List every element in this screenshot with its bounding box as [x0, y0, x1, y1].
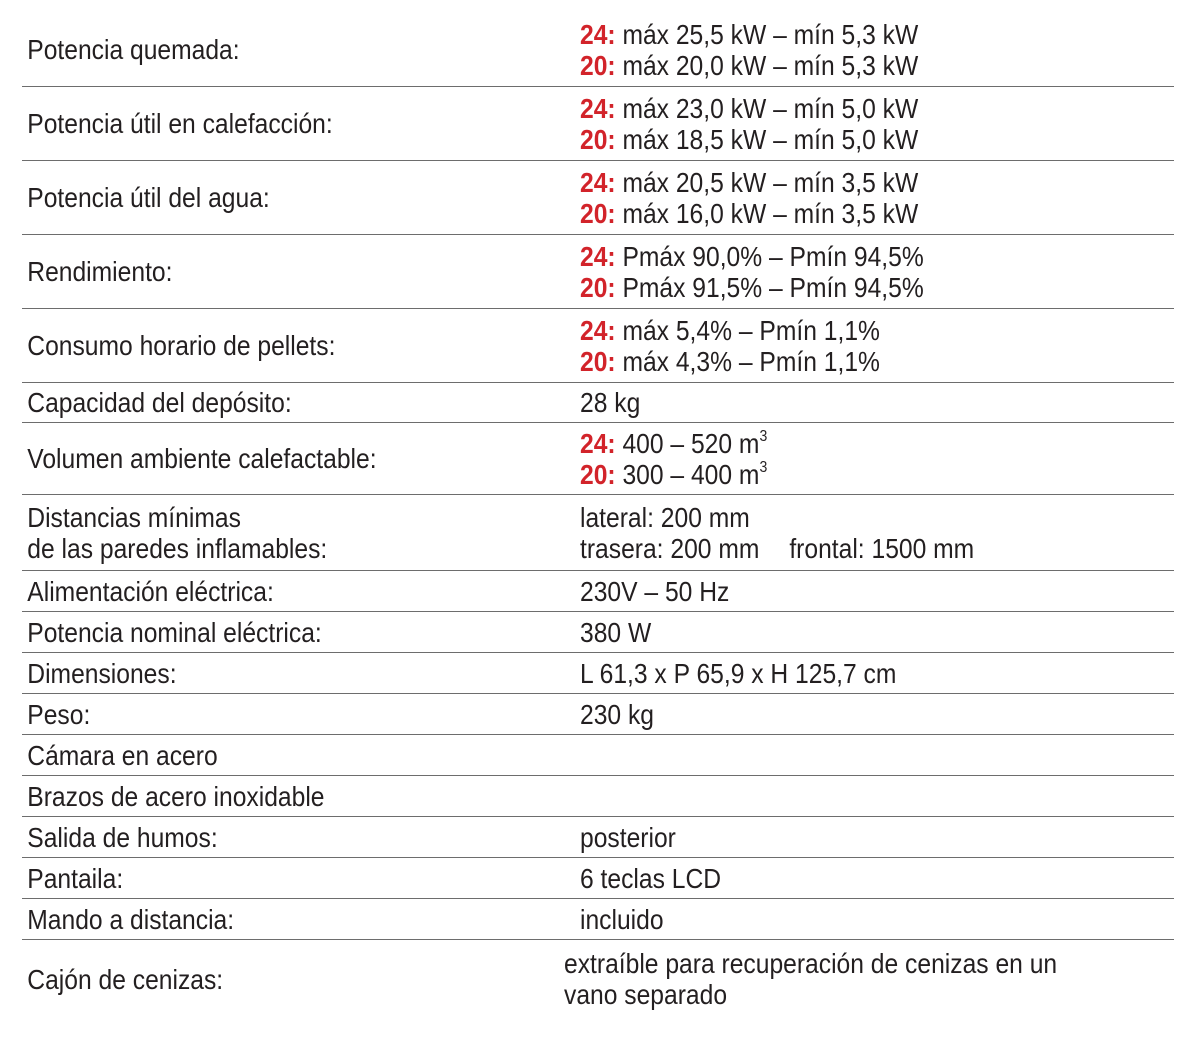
spec-row-distancias-minimas: [22, 495, 1174, 571]
spec-value: posterior: [580, 821, 676, 853]
spec-value: [580, 167, 1103, 229]
model-24-tag: 24:: [580, 427, 616, 459]
spec-value: [580, 502, 1103, 564]
spec-label: [22, 502, 513, 564]
spec-label: Consumo horario de pellets:: [27, 330, 336, 361]
model-24-tag: 24:: [580, 166, 616, 198]
model-24-tag: 24:: [580, 18, 616, 50]
spec-label: Pantaila:: [27, 862, 124, 894]
spec-row-consumo-pellets: [22, 309, 1174, 383]
spec-row-camara-acero: [22, 735, 1174, 776]
spec-value: [580, 93, 1103, 155]
spec-value: [580, 428, 1103, 490]
spec-value-text: máx 20,0 kW – mín 5,3 kW: [615, 49, 919, 81]
spec-value: 380 W: [580, 616, 652, 648]
spec-value: extraíble para recuperación de cenizas en un vano separado: [564, 948, 1058, 1010]
spec-row-capacidad-deposito: [22, 383, 1174, 423]
spec-row-potencia-util-agua: [22, 161, 1174, 235]
spec-label: Potencia útil del agua:: [27, 182, 270, 213]
superscript: 3: [759, 427, 768, 445]
spec-row-potencia-util-calefaccion: [22, 87, 1174, 161]
spec-value: 230V – 50 Hz: [580, 575, 730, 607]
spec-label: Volumen ambiente calefactable:: [27, 443, 377, 474]
model-20-tag: 20:: [580, 345, 616, 377]
spec-value-text: máx 5,4% – Pmín 1,1%: [615, 314, 880, 346]
spec-label: Dimensiones:: [27, 657, 177, 689]
spec-row-pantalla: [22, 858, 1174, 899]
spec-label: Alimentación eléctrica:: [27, 575, 274, 607]
spec-label: Peso:: [27, 698, 91, 730]
spec-row-rendimiento: [22, 235, 1174, 309]
spec-label: Potencia nominal eléctrica:: [27, 616, 322, 648]
spec-value-text: Pmáx 90,0% – Pmín 94,5%: [615, 240, 924, 272]
spec-value: [580, 241, 1103, 303]
spec-value-text: Pmáx 91,5% – Pmín 94,5%: [615, 271, 924, 303]
spec-row-salida-humos: [22, 817, 1174, 858]
spec-value-text: máx 20,5 kW – mín 3,5 kW: [615, 166, 919, 198]
spec-label: Cajón de cenizas:: [27, 963, 224, 995]
model-20-tag: 20:: [580, 49, 616, 81]
model-20-tag: 20:: [580, 458, 616, 490]
spec-row-potencia-nominal: [22, 612, 1174, 653]
spec-value-text: 300 – 400 m: [615, 458, 760, 490]
spec-value-text: máx 16,0 kW – mín 3,5 kW: [615, 197, 919, 229]
spec-value: incluido: [580, 903, 664, 935]
spec-row-mando-distancia: [22, 899, 1174, 940]
spec-value-text: máx 18,5 kW – mín 5,0 kW: [615, 123, 919, 155]
spec-row-dimensiones: [22, 653, 1174, 694]
superscript: 3: [759, 458, 768, 476]
spec-label: Capacidad del depósito:: [27, 387, 292, 418]
spec-label: Cámara en acero: [27, 739, 218, 771]
front-distance: frontal: 1500 mm: [789, 532, 975, 564]
model-20-tag: 20:: [580, 197, 616, 229]
model-24-tag: 24:: [580, 240, 616, 272]
spec-value-text: máx 23,0 kW – mín 5,0 kW: [615, 92, 919, 124]
spec-value: 28 kg: [580, 387, 641, 418]
spec-row-alimentacion-electrica: [22, 571, 1174, 612]
spec-label-line: Distancias mínimas: [27, 501, 241, 533]
model-20-tag: 20:: [580, 123, 616, 155]
spec-value: [580, 19, 1103, 81]
rear-distance: trasera: 200 mm: [580, 532, 760, 564]
spec-row-brazos-acero: [22, 776, 1174, 817]
spec-row-potencia-quemada: [22, 13, 1174, 87]
spec-value: [580, 315, 1103, 377]
model-24-tag: 24:: [580, 92, 616, 124]
lateral-distance: lateral: 200 mm: [580, 501, 750, 533]
spec-value-text: máx 25,5 kW – mín 5,3 kW: [615, 18, 919, 50]
spec-label-line: de las paredes inflamables:: [27, 532, 328, 564]
spec-label: Mando a distancia:: [27, 903, 235, 935]
spec-value-text: máx 4,3% – Pmín 1,1%: [615, 345, 880, 377]
spec-label: Brazos de acero inoxidable: [27, 780, 325, 812]
spec-value: L 61,3 x P 65,9 x H 125,7 cm: [580, 657, 897, 689]
spec-label: Potencia útil en calefacción:: [27, 108, 333, 139]
model-24-tag: 24:: [580, 314, 616, 346]
spec-label: Potencia quemada:: [27, 34, 240, 65]
spec-value: 230 kg: [580, 698, 654, 730]
spec-row-volumen-ambiente: [22, 423, 1174, 495]
spec-value-text: 400 – 520 m: [615, 427, 760, 459]
spec-label: Salida de humos:: [27, 821, 218, 853]
specifications-table: [22, 13, 1174, 1018]
spec-row-cajon-cenizas: [22, 940, 1174, 1018]
spec-label: Rendimiento:: [27, 256, 173, 287]
spec-row-peso: [22, 694, 1174, 735]
model-20-tag: 20:: [580, 271, 616, 303]
spec-value: 6 teclas LCD: [580, 862, 722, 894]
